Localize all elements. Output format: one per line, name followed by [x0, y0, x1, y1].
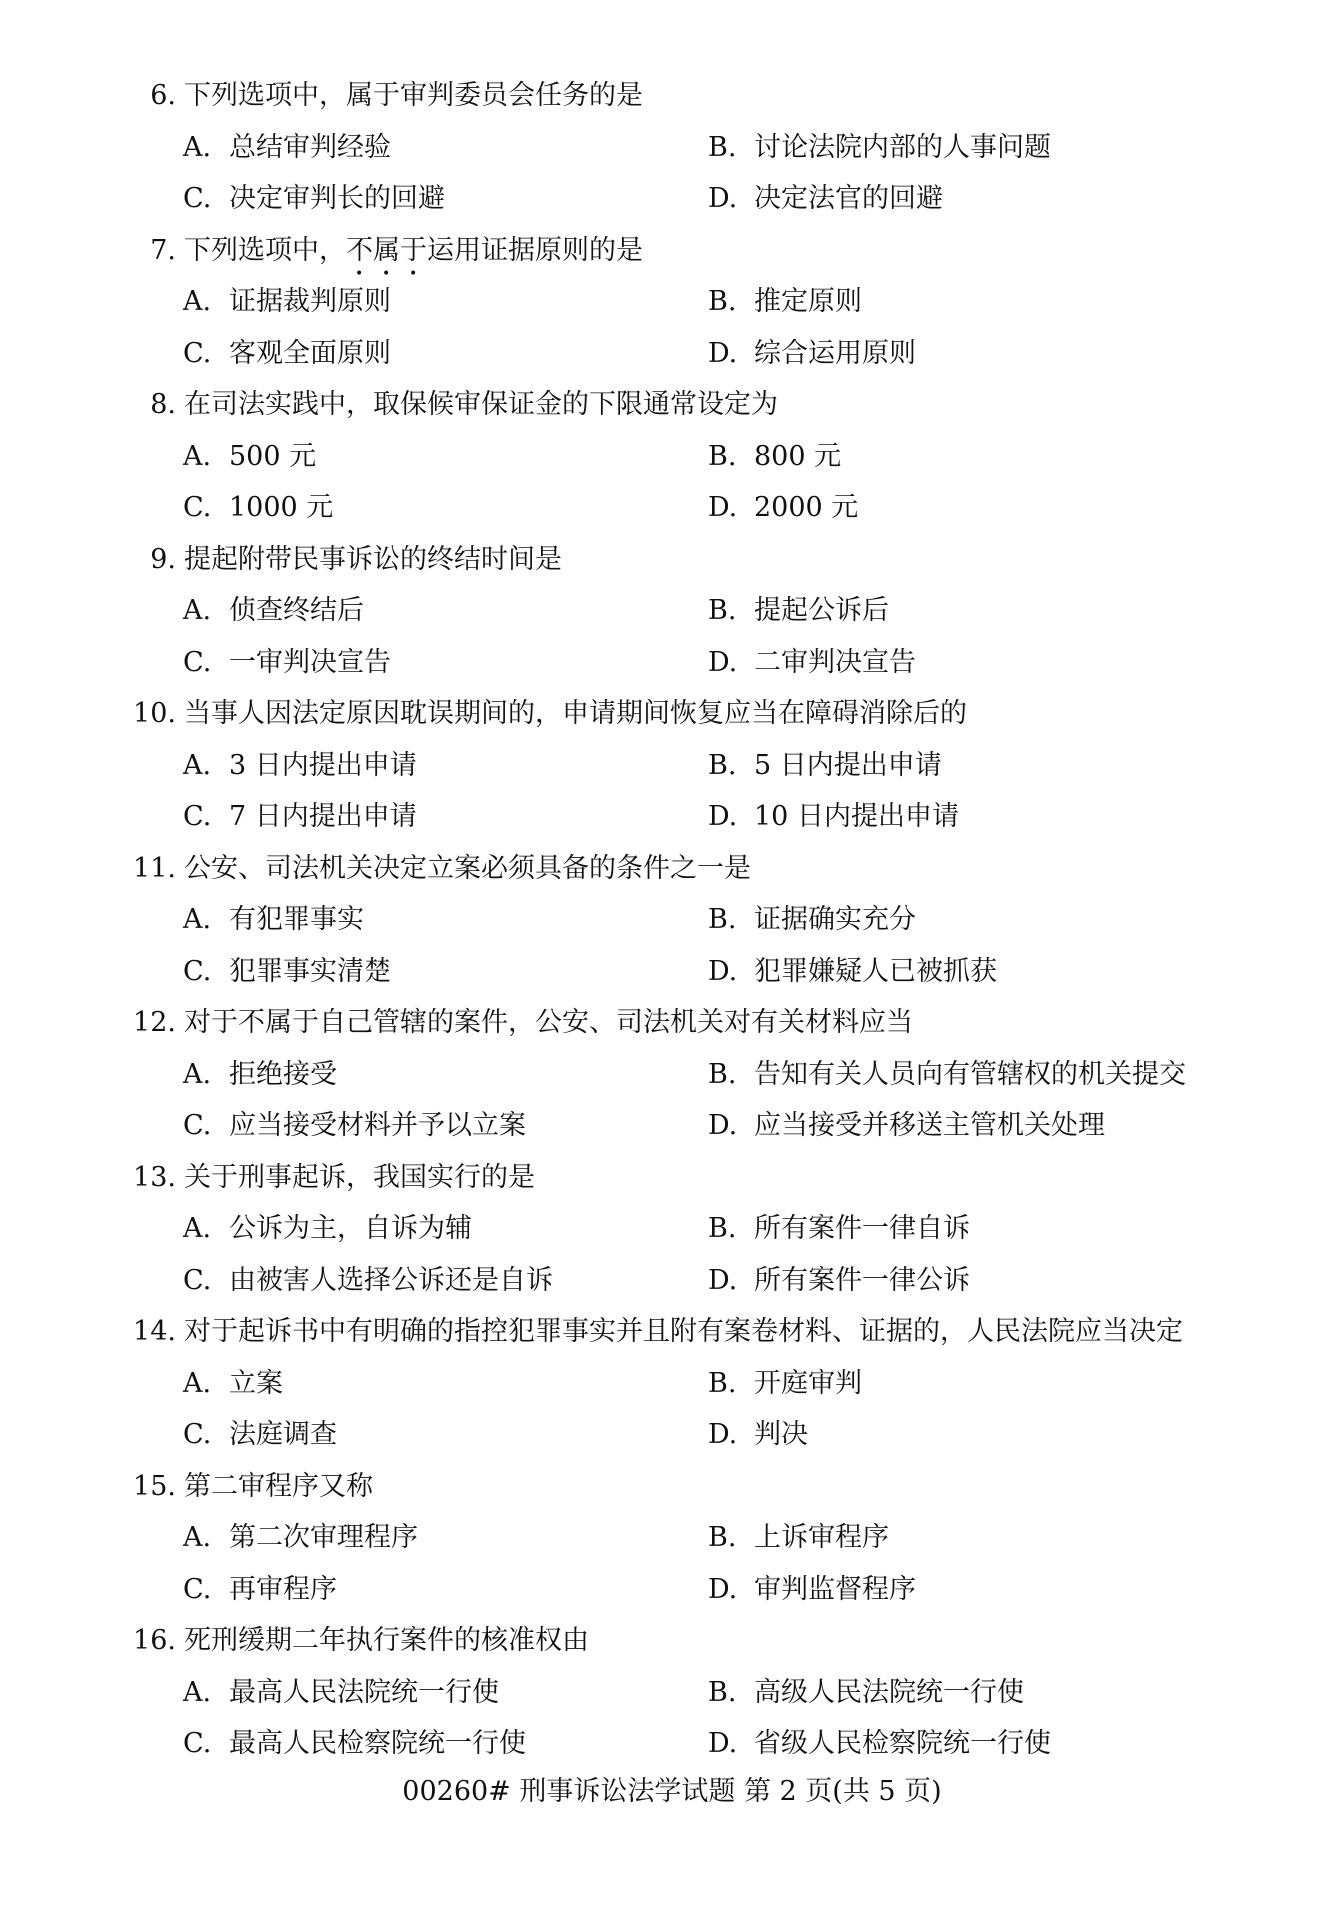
option-a	[183, 894, 364, 946]
option-a	[183, 1358, 283, 1410]
question-stem: 对于起诉书中有明确的指控犯罪事实并且附有案卷材料、证据的，人民法院应当决定	[184, 1316, 1183, 1347]
option-text: 有犯罪事实	[229, 904, 364, 935]
option-text: 7 日内提出申请	[229, 801, 417, 832]
option-a	[183, 1203, 472, 1255]
option-text: 上诉审程序	[754, 1522, 889, 1553]
option-d	[708, 791, 959, 843]
option-a	[183, 740, 417, 792]
option-letter: A.	[183, 1367, 212, 1399]
option-d	[708, 482, 858, 534]
option-letter: B.	[708, 904, 737, 935]
question-14	[0, 1306, 1344, 1461]
option-text: 开庭审判	[754, 1367, 862, 1399]
option-b	[708, 431, 841, 483]
page-footer: 00260# 刑事诉讼法学试题 第 2 页(共 5 页)	[402, 1776, 942, 1807]
question-number: 15.	[133, 1470, 176, 1502]
option-b	[708, 122, 1051, 174]
option-text: 应当接受并移送主管机关处理	[754, 1110, 1105, 1141]
option-letter: C.	[183, 492, 212, 523]
emphasized-text: 不属于	[346, 234, 427, 266]
question-number: 6.	[150, 80, 176, 111]
question-number: 13.	[133, 1161, 176, 1193]
option-c	[183, 1718, 526, 1770]
option-text: 所有案件一律公诉	[754, 1264, 970, 1296]
option-letter: A.	[183, 286, 212, 317]
question-8	[0, 379, 1344, 534]
option-letter: B.	[708, 1522, 737, 1553]
option-d	[708, 1100, 1105, 1152]
option-c	[183, 1409, 337, 1461]
question-number: 10.	[133, 698, 176, 729]
option-letter: D.	[708, 801, 738, 832]
question-13	[0, 1152, 1344, 1307]
option-text: 省级人民检察院统一行使	[754, 1728, 1051, 1759]
question-stem: 关于刑事起诉，我国实行的是	[184, 1161, 535, 1193]
option-letter: B.	[708, 1058, 737, 1090]
option-letter: A.	[183, 1058, 212, 1090]
option-text: 判决	[754, 1419, 808, 1450]
stem-text: 运用证据原则的是	[427, 234, 643, 266]
option-d	[708, 1255, 970, 1307]
option-letter: A.	[183, 749, 212, 781]
option-d	[708, 328, 916, 380]
option-a	[183, 1512, 418, 1564]
question-9	[0, 534, 1344, 689]
option-letter: D.	[708, 183, 738, 214]
option-b	[708, 1358, 862, 1410]
question-11	[0, 843, 1344, 998]
option-text: 犯罪事实清楚	[229, 955, 391, 987]
option-text: 决定审判长的回避	[229, 183, 445, 214]
option-letter: C.	[183, 955, 212, 987]
question-number: 16.	[133, 1625, 176, 1656]
option-a	[183, 431, 316, 483]
question-12	[0, 997, 1344, 1152]
question-6	[0, 70, 1344, 225]
option-text: 审判监督程序	[754, 1573, 916, 1605]
option-letter: D.	[708, 1264, 738, 1296]
option-letter: D.	[708, 1419, 738, 1450]
option-c	[183, 328, 391, 380]
option-d	[708, 1564, 916, 1616]
option-text: 告知有关人员向有管辖权的机关提交	[754, 1058, 1186, 1090]
option-text: 高级人民法院统一行使	[754, 1676, 1024, 1708]
option-text: 提起公诉后	[754, 595, 889, 626]
option-b	[708, 1203, 970, 1255]
option-text: 再审程序	[229, 1573, 337, 1605]
question-stem: 对于不属于自己管辖的案件，公安、司法机关对有关材料应当	[184, 1007, 913, 1038]
option-c	[183, 946, 391, 998]
option-d	[708, 1409, 808, 1461]
question-stem: 当事人因法定原因耽误期间的，申请期间恢复应当在障碍消除后的	[184, 698, 967, 729]
question-number: 12.	[133, 1007, 176, 1038]
option-letter: D.	[708, 337, 738, 369]
question-7	[0, 225, 1344, 380]
option-c	[183, 1255, 553, 1307]
option-letter: C.	[183, 1728, 212, 1759]
option-b	[708, 1049, 1186, 1101]
option-d	[708, 173, 943, 225]
option-letter: B.	[708, 440, 737, 472]
option-letter: D.	[708, 955, 738, 987]
option-text: 综合运用原则	[754, 337, 916, 369]
option-text: 所有案件一律自诉	[754, 1213, 970, 1244]
option-c	[183, 1564, 337, 1616]
option-letter: D.	[708, 492, 738, 523]
option-text: 证据确实充分	[754, 904, 916, 935]
option-c	[183, 1100, 526, 1152]
option-b	[708, 1512, 889, 1564]
option-letter: B.	[708, 749, 737, 781]
option-letter: B.	[708, 1213, 737, 1244]
option-text: 由被害人选择公诉还是自诉	[229, 1264, 553, 1296]
option-b	[708, 1667, 1024, 1719]
option-text: 公诉为主，自诉为辅	[229, 1213, 472, 1244]
option-text: 侦查终结后	[229, 595, 364, 626]
option-text: 500 元	[229, 440, 317, 472]
question-number: 8.	[150, 389, 176, 420]
option-letter: C.	[183, 801, 212, 832]
option-letter: B.	[708, 1367, 737, 1399]
option-a	[183, 1667, 499, 1719]
option-text: 应当接受材料并予以立案	[229, 1110, 526, 1141]
option-letter: A.	[183, 131, 212, 163]
option-letter: D.	[708, 646, 738, 678]
option-text: 10 日内提出申请	[754, 801, 959, 832]
question-number: 9.	[150, 543, 176, 575]
option-d	[708, 637, 916, 689]
question-number: 11.	[133, 852, 176, 884]
option-letter: B.	[708, 1676, 737, 1708]
option-a	[183, 122, 391, 174]
option-c	[183, 173, 445, 225]
option-letter: C.	[183, 183, 212, 214]
question-number: 14.	[133, 1316, 176, 1347]
option-d	[708, 1718, 1051, 1770]
question-stem: 公安、司法机关决定立案必须具备的条件之一是	[184, 852, 751, 884]
option-text: 5 日内提出申请	[754, 749, 942, 781]
option-text: 3 日内提出申请	[229, 749, 417, 781]
option-letter: B.	[708, 131, 737, 163]
option-letter: C.	[183, 1110, 212, 1141]
option-text: 2000 元	[754, 492, 859, 523]
option-text: 客观全面原则	[229, 337, 391, 369]
option-b	[708, 894, 916, 946]
option-a	[183, 1049, 337, 1101]
question-stem: 提起附带民事诉讼的终结时间是	[184, 543, 562, 575]
option-a	[183, 276, 391, 328]
question-16	[0, 1615, 1344, 1770]
option-c	[183, 637, 391, 689]
option-letter: D.	[708, 1110, 738, 1141]
option-text: 立案	[229, 1367, 283, 1399]
question-10	[0, 688, 1344, 843]
option-b	[708, 585, 889, 637]
question-stem: 死刑缓期二年执行案件的核准权由	[184, 1625, 589, 1656]
option-letter: A.	[183, 1676, 212, 1708]
question-stem	[184, 225, 643, 282]
option-c	[183, 791, 417, 843]
question-number: 7.	[150, 234, 176, 266]
option-letter: C.	[183, 1573, 212, 1605]
option-letter: C.	[183, 337, 212, 369]
option-text: 拒绝接受	[229, 1058, 337, 1090]
option-a	[183, 585, 364, 637]
option-text: 1000 元	[229, 492, 334, 523]
option-text: 800 元	[754, 440, 842, 472]
option-letter: A.	[183, 440, 212, 472]
option-letter: A.	[183, 1522, 212, 1553]
question-list	[0, 70, 1344, 1770]
option-letter: D.	[708, 1728, 738, 1759]
option-letter: B.	[708, 595, 737, 626]
option-letter: A.	[183, 595, 212, 626]
option-letter: B.	[708, 286, 737, 317]
option-text: 最高人民检察院统一行使	[229, 1728, 526, 1759]
option-letter: C.	[183, 646, 212, 678]
option-b	[708, 276, 862, 328]
option-letter: D.	[708, 1573, 738, 1605]
option-letter: C.	[183, 1264, 212, 1296]
option-letter: A.	[183, 904, 212, 935]
question-15	[0, 1461, 1344, 1616]
option-text: 第二次审理程序	[229, 1522, 418, 1553]
option-text: 证据裁判原则	[229, 286, 391, 317]
option-text: 总结审判经验	[229, 131, 391, 163]
stem-text: 下列选项中，	[184, 234, 346, 266]
option-text: 讨论法院内部的人事问题	[754, 131, 1051, 163]
option-letter: A.	[183, 1213, 212, 1244]
question-stem: 下列选项中，属于审判委员会任务的是	[184, 80, 643, 111]
option-text: 一审判决宣告	[229, 646, 391, 678]
option-letter: C.	[183, 1419, 212, 1450]
option-text: 最高人民法院统一行使	[229, 1676, 499, 1708]
option-b	[708, 740, 942, 792]
option-d	[708, 946, 997, 998]
option-text: 推定原则	[754, 286, 862, 317]
option-text: 法庭调查	[229, 1419, 337, 1450]
option-text: 决定法官的回避	[754, 183, 943, 214]
question-stem: 在司法实践中，取保候审保证金的下限通常设定为	[184, 389, 778, 420]
option-text: 犯罪嫌疑人已被抓获	[754, 955, 997, 987]
question-stem: 第二审程序又称	[184, 1470, 373, 1502]
option-c	[183, 482, 333, 534]
option-text: 二审判决宣告	[754, 646, 916, 678]
